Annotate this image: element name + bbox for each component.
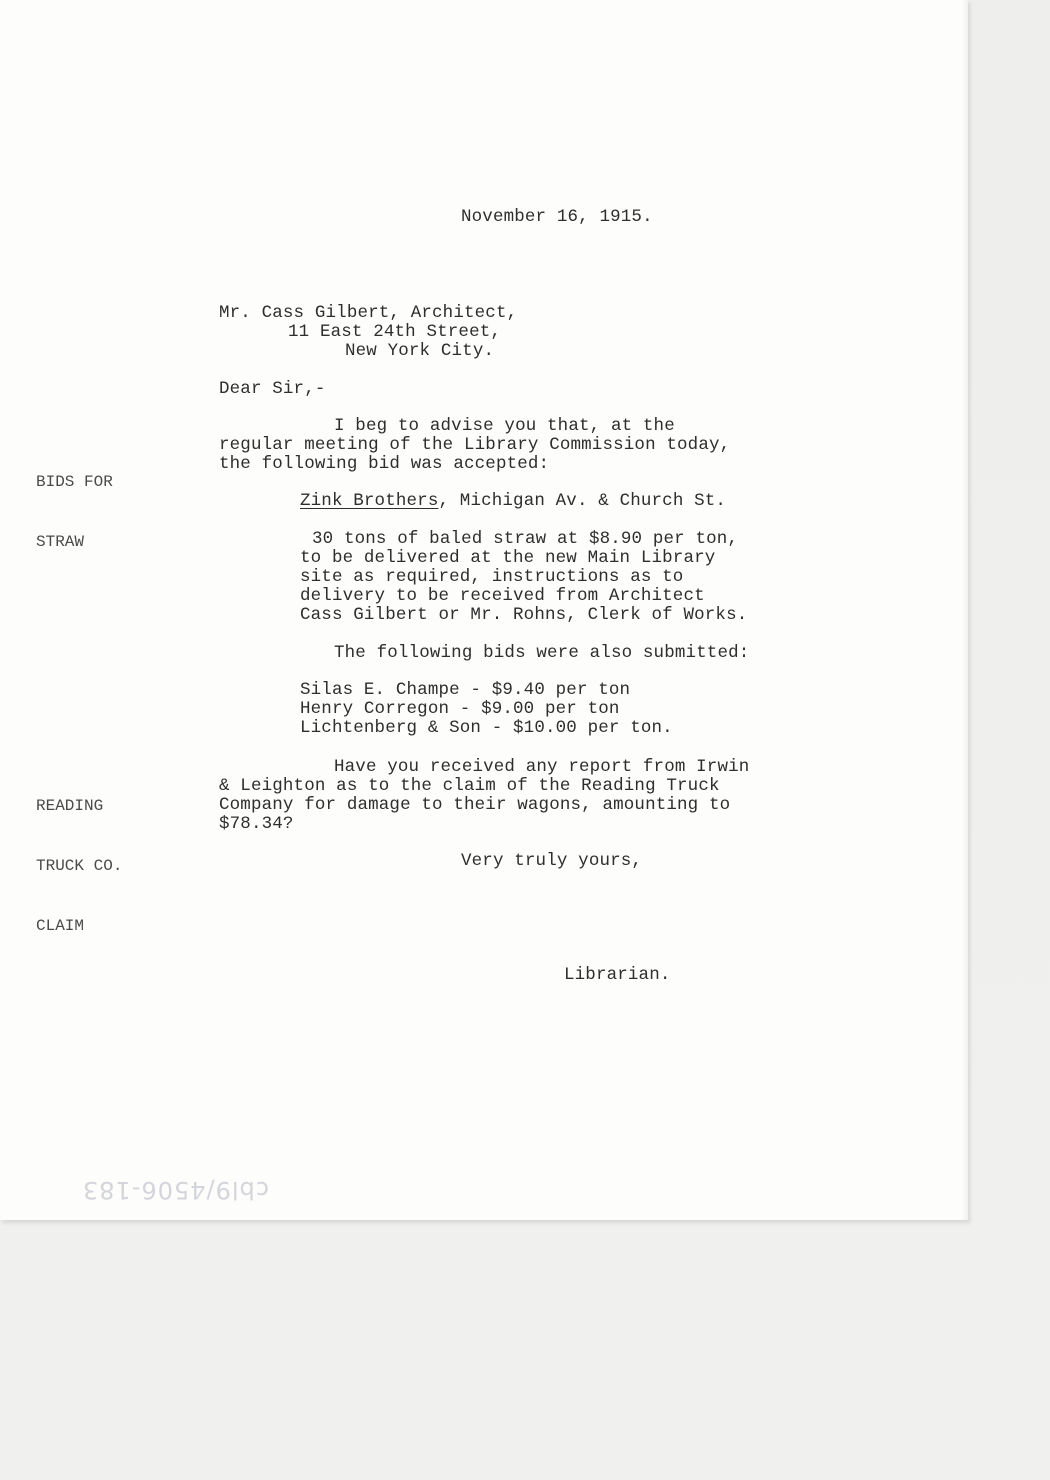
margin-note-line: TRUCK CO. (36, 857, 123, 875)
bid-company-location: , Michigan Av. & Church St. (438, 491, 727, 511)
paragraph-1-line-3: the following bid was accepted: (219, 454, 550, 474)
address-line-1: Mr. Cass Gilbert, Architect, (219, 303, 518, 323)
letter-date: November 16, 1915. (461, 207, 653, 227)
margin-note-line: READING (36, 797, 104, 815)
closing: Very truly yours, (461, 851, 643, 871)
margin-note-line: CLAIM (36, 917, 85, 935)
paragraph-2-line-3: Company for damage to their wagons, amounting to (219, 795, 731, 815)
margin-note-reading-truck-claim (36, 756, 122, 976)
other-bid-2: Henry Corregon - $9.00 per ton (300, 699, 620, 719)
paragraph-2-line-1: Have you received any report from Irwin (334, 757, 750, 777)
margin-note-line: BIDS FOR (36, 473, 113, 491)
bid-terms-line-5: Cass Gilbert or Mr. Rohns, Clerk of Works. (300, 605, 748, 625)
margin-note-line: STRAW (36, 533, 85, 551)
paragraph-1-line-1: I beg to advise you that, at the (334, 416, 675, 436)
bid-terms-line-4: delivery to be received from Architect (300, 586, 705, 606)
accepted-bid-line (300, 492, 726, 511)
address-line-2: 11 East 24th Street, (288, 322, 502, 342)
margin-note-bids-for-straw (36, 432, 113, 592)
also-submitted-heading: The following bids were also submitted: (334, 643, 750, 663)
other-bid-1: Silas E. Champe - $9.40 per ton (300, 680, 631, 700)
paragraph-2-line-2: & Leighton as to the claim of the Reading Truck (219, 776, 720, 796)
bid-terms-line-2: to be delivered at the new Main Library (300, 548, 716, 568)
paragraph-1-line-2: regular meeting of the Library Commission today, (219, 435, 731, 455)
archive-stamp: cbl9/4506-183 (82, 1176, 269, 1204)
salutation: Dear Sir,- (219, 379, 326, 399)
bid-terms-line-3: site as required, instructions as to (300, 567, 684, 587)
bid-terms-line-1: 30 tons of baled straw at $8.90 per ton, (312, 529, 739, 549)
bid-company-name: Zink Brothers (300, 491, 439, 511)
address-line-3: New York City. (345, 341, 495, 361)
other-bid-3: Lichtenberg & Son - $10.00 per ton. (300, 718, 673, 738)
paragraph-2-line-4: $78.34? (219, 814, 294, 834)
signature-title: Librarian. (564, 965, 671, 985)
